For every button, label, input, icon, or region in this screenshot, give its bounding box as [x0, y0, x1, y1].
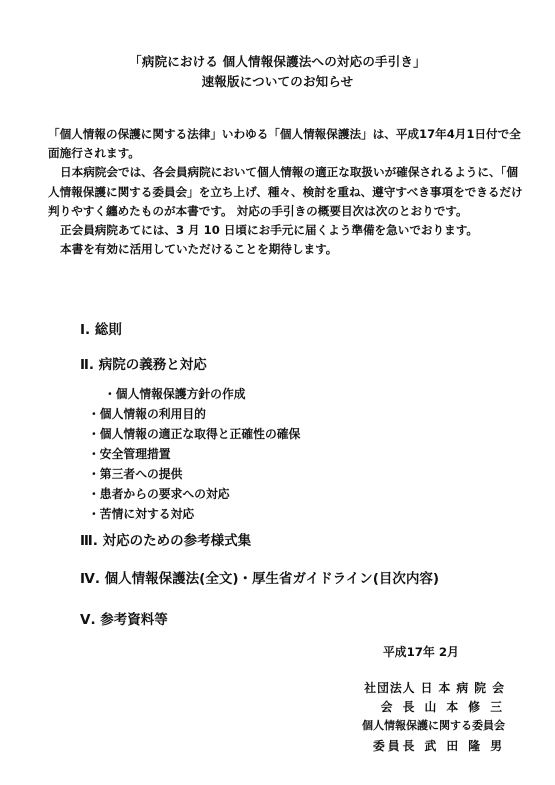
document-title: 「病院における 個人情報保護法への対応の手引き」	[129, 54, 426, 69]
paragraph-delivery: 正会員病院あてには、3 月 10 日頃にお手元に届くよう準備を急いでおります。	[60, 223, 478, 238]
list-item: ・個人情報の適正な取得と正確性の確保	[88, 427, 301, 441]
section-heading-1: Ⅰ. 総則	[80, 322, 122, 338]
section-heading-3: Ⅲ. 対応のための参考様式集	[80, 533, 252, 549]
announcement-body	[48, 125, 523, 259]
paragraph-committee: 日本病院会では、各会員病院において個人情報の適正な取扱いが確保されるように、「個人情報保護に関する委員会」を立ち上げ、種々、検討を重ね、遵守すべき事項をできるだけ判りやすく纏めたものが本書です。 対応の手引きの概要目次は次のとおりです。	[48, 165, 523, 218]
list-item: ・苦情に対する対応	[88, 507, 195, 521]
section-2-item-list	[88, 384, 300, 524]
signature-president: 会 長 山 本 修 三	[380, 700, 505, 714]
signature-organization: 社団法人 日 本 病 院 会	[364, 681, 505, 695]
paragraph-law-enforcement: 「個人情報の保護に関する法律」いわゆる「個人情報保護法」は、平成17年4月1日付で全面施行されます。	[48, 127, 521, 161]
list-item: ・第三者への提供	[88, 467, 183, 481]
section-heading-2: Ⅱ. 病院の義務と対応	[80, 357, 207, 373]
list-item: ・患者からの要求への対応	[88, 487, 230, 501]
paragraph-expectation: 本書を有効に活用していただけることを期待します。	[60, 242, 338, 257]
section-heading-4: Ⅳ. 個人情報保護法(全文)・厚生省ガイドライン(目次内容)	[80, 571, 440, 587]
list-item: ・個人情報保護方針の作成	[104, 387, 246, 401]
signature-committee: 個人情報保護に関する委員会	[362, 719, 505, 732]
list-item: ・個人情報の利用目的	[88, 407, 206, 421]
document-subtitle: 速報版についてのお知らせ	[201, 74, 354, 89]
issue-date: 平成17年 2月	[383, 645, 459, 659]
list-item: ・安全管理措置	[88, 447, 171, 461]
section-heading-5: Ⅴ. 参考資料等	[80, 612, 168, 628]
signature-chair: 委員長 武 田 隆 男	[372, 739, 505, 753]
